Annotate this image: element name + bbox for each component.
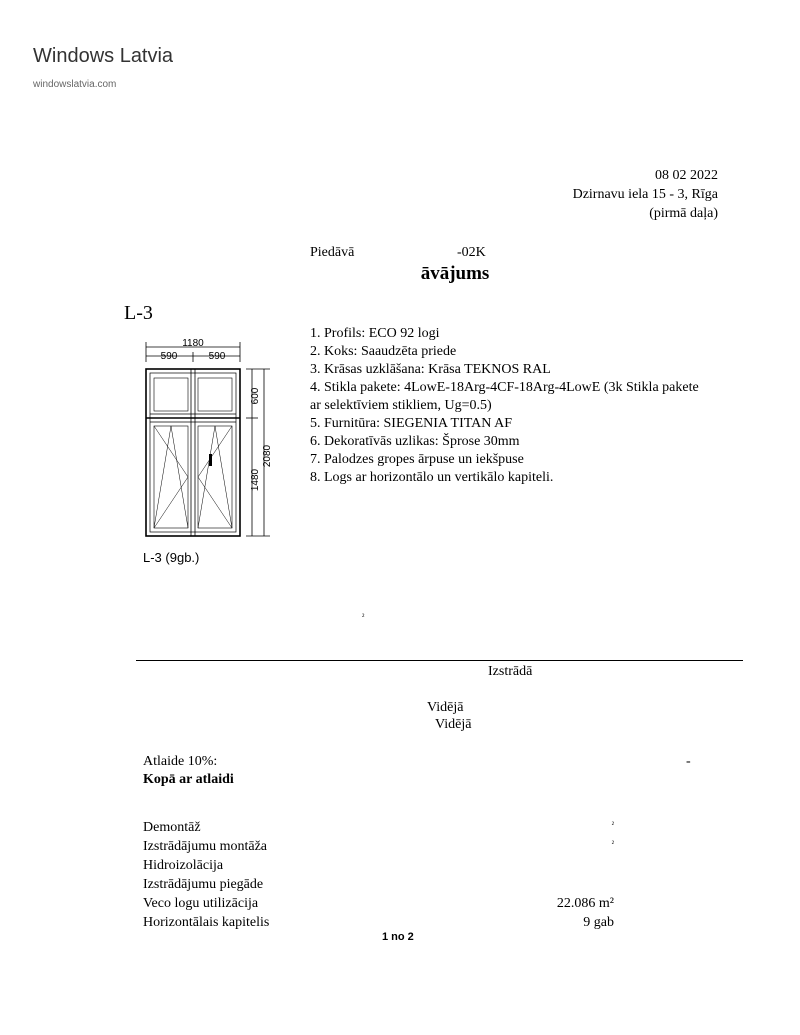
service-row — [143, 894, 614, 913]
spec-item: 4. Stikla pakete: 4LowE-18Arg-4CF-18Arg-4LowE (3k Stikla pakete — [310, 380, 699, 395]
dim-right-width: 590 — [208, 351, 226, 362]
document-date: 08 02 2022 — [655, 168, 718, 183]
spec-item: 1. Profils: ECO 92 logi — [310, 326, 440, 341]
spec-item: ar selektīviem stikliem, Ug=0.5) — [310, 398, 492, 413]
service-value: 9 gab — [583, 915, 614, 930]
service-row — [143, 913, 614, 932]
service-name: Hidroizolācija — [143, 858, 224, 873]
dim-top-height: 600 — [250, 387, 261, 405]
discount-value: - — [686, 754, 691, 769]
service-name: Demontāž — [143, 820, 201, 835]
document-header — [573, 166, 718, 223]
average-label-2: Vidējā — [435, 717, 472, 732]
spec-item: 7. Palodzes gropes ārpuse un iekšpuse — [310, 452, 524, 467]
document-title: āvājums — [420, 263, 490, 284]
window-drawing — [140, 338, 280, 544]
dim-total-height: 2080 — [262, 444, 273, 468]
service-row — [143, 856, 614, 875]
page-number: 1 no 2 — [382, 931, 414, 943]
client-address: Dzirnavu iela 15 - 3, Rīga — [572, 187, 718, 202]
service-list — [143, 818, 614, 932]
company-website: windowslatvia.com — [33, 79, 117, 90]
service-row — [143, 837, 614, 856]
service-name: Izstrādājumu piegāde — [143, 877, 264, 892]
service-row — [143, 818, 614, 837]
service-value: ² — [611, 820, 614, 829]
discount-label: Atlaide 10%: — [143, 754, 218, 769]
service-name: Izstrādājumu montāža — [143, 839, 268, 854]
drawing-caption: L-3 (9gb.) — [143, 550, 200, 565]
spec-item: 6. Dekoratīvās uzlikas: Šprose 30mm — [310, 434, 520, 449]
service-row — [143, 875, 614, 894]
spec-item: 8. Logs ar horizontālo un vertikālo kapiteli. — [310, 470, 554, 485]
offer-label: Piedāvā — [310, 245, 355, 260]
spec-item: 2. Koks: Saaudzēta priede — [310, 344, 457, 359]
superscript-mark: ² — [362, 612, 365, 621]
service-name: Veco logu utilizācija — [143, 896, 259, 911]
position-id: L-3 — [124, 302, 153, 324]
spec-item: 3. Krāsas uzklāšana: Krāsa TEKNOS RAL — [310, 362, 551, 377]
total-label: Kopā ar atlaidi — [143, 772, 234, 787]
spec-item: 5. Furnitūra: SIEGENIA TITAN AF — [310, 416, 513, 431]
section-label: Izstrādā — [488, 664, 533, 679]
dim-bottom-height: 1480 — [250, 468, 261, 492]
company-name: Windows Latvia — [33, 45, 174, 67]
document-part: (pirmā daļa) — [649, 206, 718, 221]
service-value: ² — [611, 839, 614, 848]
offer-code: -02K — [457, 245, 486, 260]
service-value: 22.086 m² — [556, 896, 614, 911]
spec-list — [310, 325, 770, 487]
dim-left-width: 590 — [160, 351, 178, 362]
average-label-1: Vidējā — [427, 700, 464, 715]
dim-total-width: 1180 — [182, 338, 204, 349]
service-name: Horizontālais kapitelis — [143, 915, 270, 930]
section-divider — [136, 660, 743, 661]
